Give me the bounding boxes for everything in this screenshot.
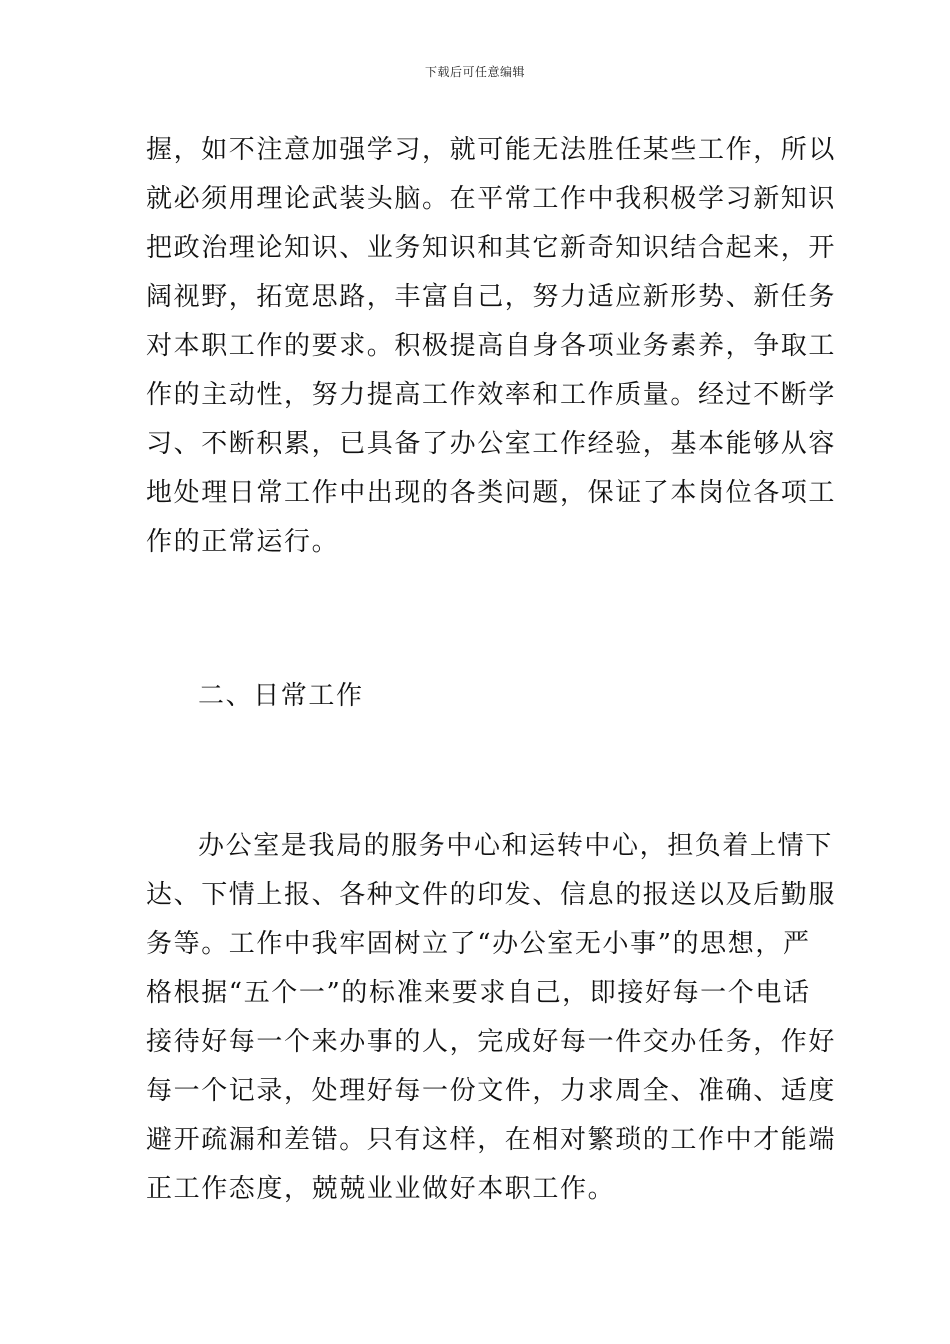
paragraph-line: 格根据“五个一”的标准来要求自己，即接好每一个电话 [146,978,811,1008]
paragraph-line: 地处理日常工作中出现的各类问题，保证了本岗位各项工 [146,478,837,508]
page-header-note: 下载后可任意编辑 [424,65,525,79]
paragraph-line: 阔视野，拓宽思路，丰富自己，努力适应新形势、新任务 [146,282,837,312]
paragraph-line: 习、不断积累，已具备了办公室工作经验，基本能够从容 [146,429,837,459]
body-paragraph-2 [146,822,837,1214]
body-paragraph-1 [146,126,837,567]
paragraph-line: 对本职工作的要求。积极提高自身各项业务素养，争取工 [146,331,837,361]
paragraph-line: 办公室是我局的服务中心和运转中心，担负着上情下 [198,831,833,861]
paragraph-line: 正工作态度，兢兢业业做好本职工作。 [146,1174,616,1204]
paragraph-line: 把政治理论知识、业务知识和其它新奇知识结合起来，开 [146,233,837,263]
paragraph-line: 就必须用理论武装头脑。在平常工作中我积极学习新知识 [146,184,837,214]
paragraph-line: 接待好每一个来办事的人，完成好每一件交办任务，作好 [146,1027,837,1057]
paragraph-line: 达、下情上报、各种文件的印发、信息的报送以及后勤服 [146,880,837,910]
section-heading: 二、日常工作 [198,681,364,711]
paragraph-line: 作的正常运行。 [146,527,340,557]
paragraph-line: 避开疏漏和差错。只有这样，在相对繁琐的工作中才能端 [146,1125,837,1155]
paragraph-line: 作的主动性，努力提高工作效率和工作质量。经过不断学 [146,380,837,410]
paragraph-line: 务等。工作中我牢固树立了“办公室无小事”的思想，严 [146,929,811,959]
paragraph-line: 每一个记录，处理好每一份文件，力求周全、准确、适度 [146,1076,837,1106]
paragraph-line: 握，如不注意加强学习，就可能无法胜任某些工作，所以 [146,135,837,165]
